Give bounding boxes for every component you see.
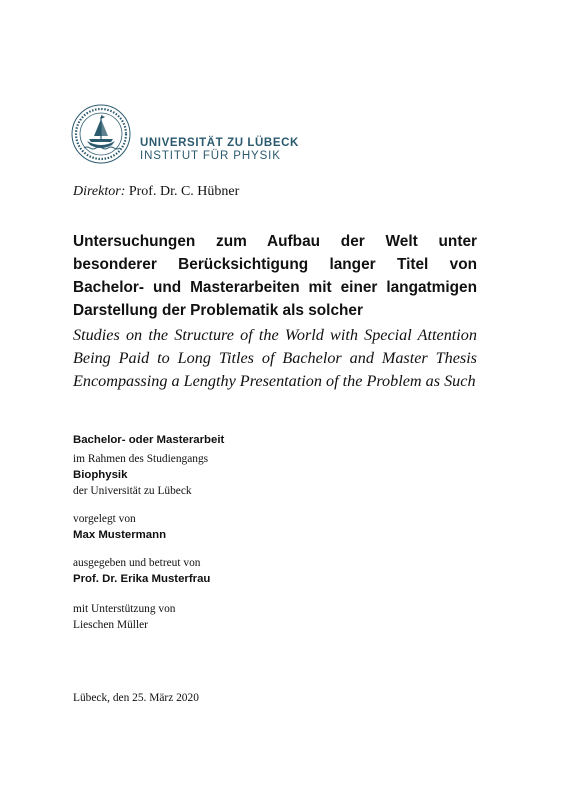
supervisor-intro: ausgegeben und betreut von bbox=[73, 557, 201, 569]
director-line bbox=[73, 184, 239, 200]
program-university: der Universität zu Lübeck bbox=[73, 485, 192, 497]
university-logo-text bbox=[140, 137, 299, 163]
university-name: UNIVERSITÄT ZU LÜBECK bbox=[140, 137, 299, 149]
author-intro: vorgelegt von bbox=[73, 513, 136, 525]
program-intro: im Rahmen des Studiengangs bbox=[73, 453, 209, 465]
thesis-type: Bachelor- oder Masterarbeit bbox=[73, 434, 225, 446]
supervisor-name: Prof. Dr. Erika Musterfrau bbox=[73, 573, 211, 585]
supervisor-block bbox=[73, 555, 210, 587]
institute-name: INSTITUT FÜR PHYSIK bbox=[140, 150, 281, 162]
director-label: Direktor: bbox=[73, 184, 126, 199]
thesis-title-english: Studies on the Structure of the World with Special Attention Being Paid to Long Titles of Bachelor and Master Thesis Encompassing a Lengthy Presentation of the Problem as Such bbox=[73, 326, 477, 390]
university-seal-icon bbox=[70, 103, 132, 165]
author-block bbox=[73, 511, 166, 543]
director-name: Prof. Dr. C. Hübner bbox=[128, 184, 240, 199]
author-name: Max Mustermann bbox=[73, 529, 167, 541]
support-block bbox=[73, 601, 176, 633]
thesis-title-german: Untersuchungen zum Aufbau der Welt unter besonderer Berücksichtigung langer Titel von Bachelor- und Masterarbeiten mit einer langatmigen Darstellung der Problematik als solcher bbox=[73, 233, 477, 319]
program-block bbox=[73, 451, 208, 499]
thesis-type-block bbox=[73, 432, 224, 448]
program-name: Biophysik bbox=[73, 469, 128, 481]
place-date: Lübeck, den 25. März 2020 bbox=[73, 692, 199, 704]
support-name: Lieschen Müller bbox=[73, 619, 148, 631]
support-intro: mit Unterstützung von bbox=[73, 603, 176, 615]
